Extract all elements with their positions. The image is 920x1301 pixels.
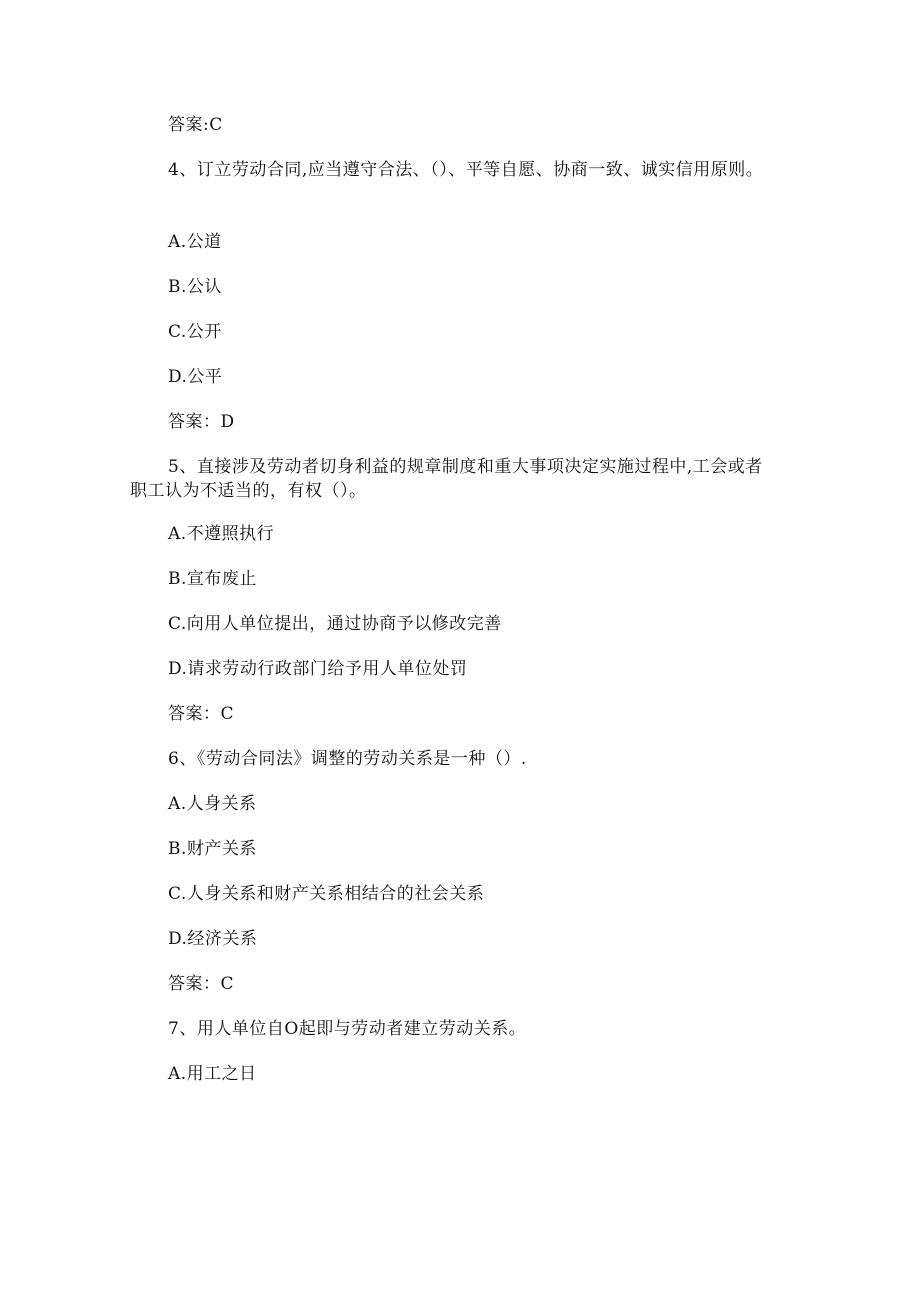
question-7: 7、用人单位自O起即与劳动者建立劳动关系。: [168, 1019, 527, 1039]
option-6d: D.经济关系: [168, 929, 258, 949]
answer-q3: 答案:C: [168, 115, 223, 135]
option-4d: D.公平: [168, 367, 223, 387]
option-4c: C.公开: [168, 322, 222, 342]
option-5d: D.请求劳动行政部门给予用人单位处罚: [168, 659, 468, 679]
question-6: 6、《劳动合同法》调整的劳动关系是一种（）.: [168, 749, 527, 769]
option-6c: C.人身关系和财产关系相结合的社会关系: [168, 884, 485, 904]
option-5a: A.不遵照执行: [168, 524, 275, 544]
option-4a: A.公道: [168, 232, 222, 252]
answer-q4: 答案：D: [168, 412, 235, 432]
option-4b: B.公认: [168, 277, 222, 297]
option-6a: A.人身关系: [168, 794, 257, 814]
answer-q5: 答案：C: [168, 704, 235, 724]
option-7a: A.用工之日: [168, 1064, 257, 1084]
option-5b: B.宣布废止: [168, 569, 257, 589]
option-6b: B.财产关系: [168, 839, 257, 859]
answer-q6: 答案：C: [168, 974, 235, 994]
question-4: 4、订立劳动合同,应当遵守合法、（）、平等自愿、协商一致、诚实信用原则。: [168, 160, 764, 180]
question-5: 5、直接涉及劳动者切身利益的规章制度和重大事项决定实施过程中,工会或者职工认为不适当的，有权（）。: [130, 457, 763, 501]
option-5c: C.向用人单位提出，通过协商予以修改完善: [168, 614, 502, 634]
